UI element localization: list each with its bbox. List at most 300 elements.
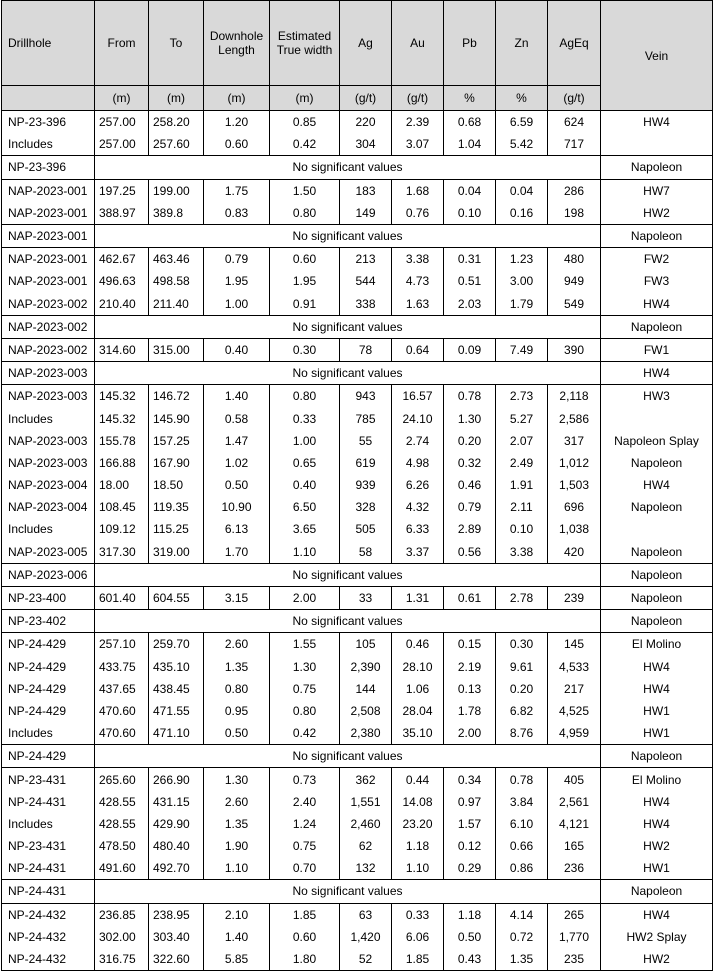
table-row xyxy=(2,270,713,292)
cell-au: 28.04 xyxy=(392,700,444,722)
cell-length: 1.30 xyxy=(204,768,270,791)
cell-pb: 1.57 xyxy=(444,813,496,835)
cell-zn: 6.10 xyxy=(496,813,548,835)
cell-from: 462.67 xyxy=(95,248,149,271)
cell-vein: Napoleon xyxy=(601,880,713,903)
cell-from: 317.30 xyxy=(95,541,149,564)
cell-length: 0.95 xyxy=(204,700,270,722)
cell-vein: Napoleon xyxy=(601,452,713,474)
cell-ag: 943 xyxy=(340,385,392,408)
cell-from: 166.88 xyxy=(95,452,149,474)
cell-ag: 1,551 xyxy=(340,791,392,813)
header-drillhole: Drillhole xyxy=(2,1,95,86)
cell-to: 498.58 xyxy=(149,270,204,292)
cell-drillhole: NP-24-429 xyxy=(2,745,95,768)
cell-vein: HW4 xyxy=(601,293,713,316)
cell-pb: 2.19 xyxy=(444,656,496,678)
table-row xyxy=(2,722,713,745)
cell-drillhole: NP-24-432 xyxy=(2,903,95,926)
cell-ageq: 1,012 xyxy=(548,452,601,474)
cell-drillhole: NAP-2023-001 xyxy=(2,179,95,202)
cell-to: 389.8 xyxy=(149,202,204,225)
cell-au: 6.26 xyxy=(392,474,444,496)
table-row xyxy=(2,133,713,156)
cell-ageq: 145 xyxy=(548,633,601,656)
table-body xyxy=(2,111,713,971)
cell-au: 3.38 xyxy=(392,248,444,271)
table-row xyxy=(2,385,713,408)
cell-vein: Napoleon xyxy=(601,156,713,179)
cell-length: 1.35 xyxy=(204,813,270,835)
cell-drillhole: NP-24-429 xyxy=(2,700,95,722)
table-row xyxy=(2,633,713,656)
cell-drillhole: NP-23-396 xyxy=(2,156,95,179)
cell-ageq: 480 xyxy=(548,248,601,271)
cell-pb: 0.61 xyxy=(444,586,496,609)
cell-ageq: 696 xyxy=(548,496,601,518)
cell-pb: 0.31 xyxy=(444,248,496,271)
cell-to: 145.90 xyxy=(149,407,204,429)
cell-drillhole: NP-24-431 xyxy=(2,880,95,903)
table-row xyxy=(2,903,713,926)
cell-to: 199.00 xyxy=(149,179,204,202)
cell-ag: 1,420 xyxy=(340,926,392,948)
cell-from: 257.00 xyxy=(95,111,149,134)
cell-to: 471.55 xyxy=(149,700,204,722)
cell-to: 429.90 xyxy=(149,813,204,835)
cell-vein: Napoleon xyxy=(601,496,713,518)
cell-ageq: 286 xyxy=(548,179,601,202)
cell-ag: 2,508 xyxy=(340,700,392,722)
cell-vein: HW1 xyxy=(601,700,713,722)
cell-ageq: 4,959 xyxy=(548,722,601,745)
cell-au: 24.10 xyxy=(392,407,444,429)
cell-from: 236.85 xyxy=(95,903,149,926)
cell-ag: 213 xyxy=(340,248,392,271)
cell-vein: FW2 xyxy=(601,248,713,271)
cell-zn: 0.86 xyxy=(496,857,548,880)
cell-no-significant-values: No significant values xyxy=(95,563,601,586)
table-row xyxy=(2,813,713,835)
table-row xyxy=(2,407,713,429)
cell-vein: HW4 xyxy=(601,791,713,813)
cell-ageq: 390 xyxy=(548,338,601,361)
cell-length: 1.70 xyxy=(204,541,270,564)
cell-pb: 0.15 xyxy=(444,633,496,656)
cell-vein: HW4 xyxy=(601,474,713,496)
cell-tw: 1.30 xyxy=(270,656,340,678)
cell-from: 302.00 xyxy=(95,926,149,948)
cell-zn: 2.11 xyxy=(496,496,548,518)
cell-from: 470.60 xyxy=(95,700,149,722)
cell-ag: 544 xyxy=(340,270,392,292)
cell-zn: 7.49 xyxy=(496,338,548,361)
table-header xyxy=(2,1,713,111)
table-row-no-values xyxy=(2,745,713,768)
cell-length: 0.80 xyxy=(204,678,270,700)
cell-length: 1.20 xyxy=(204,111,270,134)
cell-ag: 149 xyxy=(340,202,392,225)
cell-vein: HW2 xyxy=(601,948,713,971)
cell-zn: 1.35 xyxy=(496,948,548,971)
cell-drillhole: NAP-2023-001 xyxy=(2,202,95,225)
cell-pb: 0.50 xyxy=(444,926,496,948)
cell-from: 145.32 xyxy=(95,407,149,429)
cell-no-significant-values: No significant values xyxy=(95,362,601,385)
table-row xyxy=(2,678,713,700)
cell-au: 0.76 xyxy=(392,202,444,225)
table-row-no-values xyxy=(2,563,713,586)
cell-au: 1.18 xyxy=(392,835,444,857)
cell-drillhole: NAP-2023-004 xyxy=(2,496,95,518)
table-row xyxy=(2,452,713,474)
cell-ag: 105 xyxy=(340,633,392,656)
cell-au: 0.64 xyxy=(392,338,444,361)
cell-tw: 0.30 xyxy=(270,338,340,361)
cell-to: 157.25 xyxy=(149,430,204,452)
cell-vein: Napoleon xyxy=(601,541,713,564)
header-vein: Vein xyxy=(601,1,713,111)
cell-ag: 304 xyxy=(340,133,392,156)
cell-pb: 1.78 xyxy=(444,700,496,722)
cell-zn: 1.91 xyxy=(496,474,548,496)
cell-ageq: 717 xyxy=(548,133,601,156)
cell-tw: 2.00 xyxy=(270,586,340,609)
table-row-no-values xyxy=(2,315,713,338)
cell-tw: 0.91 xyxy=(270,293,340,316)
cell-zn: 3.84 xyxy=(496,791,548,813)
cell-tw: 0.42 xyxy=(270,133,340,156)
cell-au: 1.85 xyxy=(392,948,444,971)
cell-to: 463.46 xyxy=(149,248,204,271)
cell-no-significant-values: No significant values xyxy=(95,745,601,768)
cell-to: 238.95 xyxy=(149,903,204,926)
cell-length: 0.50 xyxy=(204,474,270,496)
cell-vein: HW1 xyxy=(601,722,713,745)
cell-au: 1.31 xyxy=(392,586,444,609)
cell-ageq: 198 xyxy=(548,202,601,225)
cell-au: 6.06 xyxy=(392,926,444,948)
table-row xyxy=(2,541,713,564)
cell-length: 1.75 xyxy=(204,179,270,202)
cell-drillhole: NAP-2023-003 xyxy=(2,385,95,408)
cell-pb: 0.79 xyxy=(444,496,496,518)
cell-zn: 0.04 xyxy=(496,179,548,202)
header-from: From xyxy=(95,1,149,86)
cell-to: 115.25 xyxy=(149,518,204,540)
cell-ag: 619 xyxy=(340,452,392,474)
header-zn: Zn xyxy=(496,1,548,86)
cell-tw: 0.60 xyxy=(270,248,340,271)
cell-zn: 4.14 xyxy=(496,903,548,926)
cell-au: 1.06 xyxy=(392,678,444,700)
cell-drillhole: NAP-2023-002 xyxy=(2,315,95,338)
cell-au: 0.44 xyxy=(392,768,444,791)
cell-vein xyxy=(601,133,713,156)
cell-to: 322.60 xyxy=(149,948,204,971)
table-row xyxy=(2,293,713,316)
cell-pb: 0.78 xyxy=(444,385,496,408)
cell-zn: 2.07 xyxy=(496,430,548,452)
cell-pb: 0.09 xyxy=(444,338,496,361)
cell-ag: 785 xyxy=(340,407,392,429)
cell-from: 210.40 xyxy=(95,293,149,316)
cell-to: 438.45 xyxy=(149,678,204,700)
cell-length: 0.58 xyxy=(204,407,270,429)
cell-vein: HW4 xyxy=(601,656,713,678)
cell-ageq: 236 xyxy=(548,857,601,880)
cell-length: 1.00 xyxy=(204,293,270,316)
cell-ag: 220 xyxy=(340,111,392,134)
cell-ageq: 235 xyxy=(548,948,601,971)
header-ag: Ag xyxy=(340,1,392,86)
cell-pb: 0.29 xyxy=(444,857,496,880)
cell-vein: Napoleon xyxy=(601,315,713,338)
table-row-no-values xyxy=(2,156,713,179)
cell-tw: 0.80 xyxy=(270,202,340,225)
cell-tw: 1.95 xyxy=(270,270,340,292)
unit-ag: (g/t) xyxy=(340,86,392,111)
cell-ag: 78 xyxy=(340,338,392,361)
cell-drillhole: Includes xyxy=(2,813,95,835)
unit-ageq: (g/t) xyxy=(548,86,601,111)
cell-ageq: 420 xyxy=(548,541,601,564)
cell-ageq: 317 xyxy=(548,430,601,452)
unit-pb: % xyxy=(444,86,496,111)
cell-au: 16.57 xyxy=(392,385,444,408)
table-row xyxy=(2,948,713,971)
cell-drillhole: NAP-2023-002 xyxy=(2,338,95,361)
cell-zn: 0.66 xyxy=(496,835,548,857)
cell-from: 257.00 xyxy=(95,133,149,156)
cell-length: 1.47 xyxy=(204,430,270,452)
cell-length: 2.60 xyxy=(204,791,270,813)
cell-drillhole: Includes xyxy=(2,407,95,429)
cell-vein: HW7 xyxy=(601,179,713,202)
cell-au: 1.63 xyxy=(392,293,444,316)
cell-vein: HW4 xyxy=(601,678,713,700)
cell-vein: HW2 xyxy=(601,835,713,857)
cell-ageq: 217 xyxy=(548,678,601,700)
cell-vein: El Molino xyxy=(601,768,713,791)
cell-vein: HW1 xyxy=(601,857,713,880)
table-row xyxy=(2,111,713,134)
table-row xyxy=(2,656,713,678)
unit-zn: % xyxy=(496,86,548,111)
cell-au: 1.10 xyxy=(392,857,444,880)
cell-pb: 0.51 xyxy=(444,270,496,292)
cell-length: 2.10 xyxy=(204,903,270,926)
cell-ag: 939 xyxy=(340,474,392,496)
cell-zn: 1.23 xyxy=(496,248,548,271)
cell-au: 3.07 xyxy=(392,133,444,156)
cell-length: 0.40 xyxy=(204,338,270,361)
cell-pb: 2.03 xyxy=(444,293,496,316)
cell-ageq: 1,503 xyxy=(548,474,601,496)
cell-vein: HW4 xyxy=(601,111,713,134)
cell-ageq: 624 xyxy=(548,111,601,134)
cell-vein xyxy=(601,407,713,429)
cell-ag: 2,390 xyxy=(340,656,392,678)
cell-pb: 0.97 xyxy=(444,791,496,813)
cell-drillhole: NAP-2023-001 xyxy=(2,224,95,247)
cell-pb: 0.46 xyxy=(444,474,496,496)
cell-length: 10.90 xyxy=(204,496,270,518)
cell-ageq: 2,561 xyxy=(548,791,601,813)
cell-ageq: 2,586 xyxy=(548,407,601,429)
cell-ageq: 1,770 xyxy=(548,926,601,948)
cell-length: 0.83 xyxy=(204,202,270,225)
cell-pb: 0.13 xyxy=(444,678,496,700)
cell-drillhole: NAP-2023-003 xyxy=(2,430,95,452)
unit-true-width: (m) xyxy=(270,86,340,111)
cell-from: 496.63 xyxy=(95,270,149,292)
cell-zn: 6.59 xyxy=(496,111,548,134)
cell-tw: 0.80 xyxy=(270,385,340,408)
cell-to: 492.70 xyxy=(149,857,204,880)
unit-drillhole-empty xyxy=(2,86,95,111)
cell-vein: HW4 xyxy=(601,813,713,835)
cell-tw: 1.50 xyxy=(270,179,340,202)
cell-ageq: 1,038 xyxy=(548,518,601,540)
cell-pb: 1.30 xyxy=(444,407,496,429)
cell-zn: 5.27 xyxy=(496,407,548,429)
cell-tw: 1.10 xyxy=(270,541,340,564)
cell-drillhole: NP-24-429 xyxy=(2,633,95,656)
unit-to: (m) xyxy=(149,86,204,111)
cell-tw: 2.40 xyxy=(270,791,340,813)
cell-ag: 2,380 xyxy=(340,722,392,745)
cell-vein: HW3 xyxy=(601,385,713,408)
table-row xyxy=(2,248,713,271)
cell-drillhole: NP-23-400 xyxy=(2,586,95,609)
cell-zn: 0.30 xyxy=(496,633,548,656)
cell-zn: 2.49 xyxy=(496,452,548,474)
cell-no-significant-values: No significant values xyxy=(95,880,601,903)
cell-drillhole: NP-24-431 xyxy=(2,791,95,813)
cell-from: 109.12 xyxy=(95,518,149,540)
cell-length: 1.90 xyxy=(204,835,270,857)
table-row-no-values xyxy=(2,880,713,903)
cell-zn: 8.76 xyxy=(496,722,548,745)
cell-to: 258.20 xyxy=(149,111,204,134)
cell-au: 3.37 xyxy=(392,541,444,564)
cell-drillhole: Includes xyxy=(2,722,95,745)
cell-tw: 6.50 xyxy=(270,496,340,518)
cell-ag: 144 xyxy=(340,678,392,700)
cell-tw: 0.80 xyxy=(270,700,340,722)
table-row xyxy=(2,179,713,202)
cell-ag: 328 xyxy=(340,496,392,518)
cell-drillhole: NAP-2023-002 xyxy=(2,293,95,316)
cell-pb: 0.32 xyxy=(444,452,496,474)
cell-vein: Napoleon Splay xyxy=(601,430,713,452)
cell-no-significant-values: No significant values xyxy=(95,610,601,633)
cell-au: 23.20 xyxy=(392,813,444,835)
cell-vein: HW2 xyxy=(601,202,713,225)
cell-pb: 0.20 xyxy=(444,430,496,452)
cell-tw: 0.65 xyxy=(270,452,340,474)
cell-to: 119.35 xyxy=(149,496,204,518)
cell-pb: 0.68 xyxy=(444,111,496,134)
cell-ageq: 549 xyxy=(548,293,601,316)
cell-au: 1.68 xyxy=(392,179,444,202)
cell-drillhole: NP-23-402 xyxy=(2,610,95,633)
cell-to: 266.90 xyxy=(149,768,204,791)
cell-drillhole: Includes xyxy=(2,133,95,156)
header-true-width: Estimated True width xyxy=(270,1,340,86)
cell-vein: HW2 Splay xyxy=(601,926,713,948)
cell-zn: 3.00 xyxy=(496,270,548,292)
cell-ag: 132 xyxy=(340,857,392,880)
table-row xyxy=(2,586,713,609)
cell-pb: 0.34 xyxy=(444,768,496,791)
cell-zn: 1.79 xyxy=(496,293,548,316)
cell-from: 388.97 xyxy=(95,202,149,225)
cell-vein: FW3 xyxy=(601,270,713,292)
cell-zn: 0.16 xyxy=(496,202,548,225)
cell-pb: 0.56 xyxy=(444,541,496,564)
cell-pb: 2.00 xyxy=(444,722,496,745)
cell-to: 257.60 xyxy=(149,133,204,156)
cell-drillhole: NP-24-431 xyxy=(2,857,95,880)
cell-zn: 0.72 xyxy=(496,926,548,948)
cell-tw: 3.65 xyxy=(270,518,340,540)
cell-pb: 0.12 xyxy=(444,835,496,857)
cell-ageq: 949 xyxy=(548,270,601,292)
cell-zn: 6.82 xyxy=(496,700,548,722)
cell-ag: 33 xyxy=(340,586,392,609)
table-row-no-values xyxy=(2,224,713,247)
cell-ageq: 4,533 xyxy=(548,656,601,678)
cell-au: 4.73 xyxy=(392,270,444,292)
cell-drillhole: NP-24-429 xyxy=(2,678,95,700)
cell-drillhole: NP-24-429 xyxy=(2,656,95,678)
cell-pb: 0.04 xyxy=(444,179,496,202)
cell-no-significant-values: No significant values xyxy=(95,156,601,179)
header-au: Au xyxy=(392,1,444,86)
cell-ag: 63 xyxy=(340,903,392,926)
cell-from: 257.10 xyxy=(95,633,149,656)
cell-length: 2.60 xyxy=(204,633,270,656)
cell-zn: 2.73 xyxy=(496,385,548,408)
cell-length: 6.13 xyxy=(204,518,270,540)
table-row xyxy=(2,835,713,857)
cell-length: 0.60 xyxy=(204,133,270,156)
cell-au: 6.33 xyxy=(392,518,444,540)
cell-ag: 183 xyxy=(340,179,392,202)
cell-ag: 338 xyxy=(340,293,392,316)
cell-zn: 5.42 xyxy=(496,133,548,156)
cell-from: 478.50 xyxy=(95,835,149,857)
cell-length: 5.85 xyxy=(204,948,270,971)
cell-from: 108.45 xyxy=(95,496,149,518)
cell-ag: 505 xyxy=(340,518,392,540)
cell-length: 1.35 xyxy=(204,656,270,678)
cell-length: 1.95 xyxy=(204,270,270,292)
cell-to: 471.10 xyxy=(149,722,204,745)
cell-drillhole: Includes xyxy=(2,518,95,540)
table-row xyxy=(2,518,713,540)
table-row xyxy=(2,791,713,813)
cell-zn: 0.20 xyxy=(496,678,548,700)
cell-ageq: 2,118 xyxy=(548,385,601,408)
cell-to: 146.72 xyxy=(149,385,204,408)
cell-au: 14.08 xyxy=(392,791,444,813)
cell-tw: 1.80 xyxy=(270,948,340,971)
table-row xyxy=(2,338,713,361)
cell-drillhole: NAP-2023-001 xyxy=(2,248,95,271)
